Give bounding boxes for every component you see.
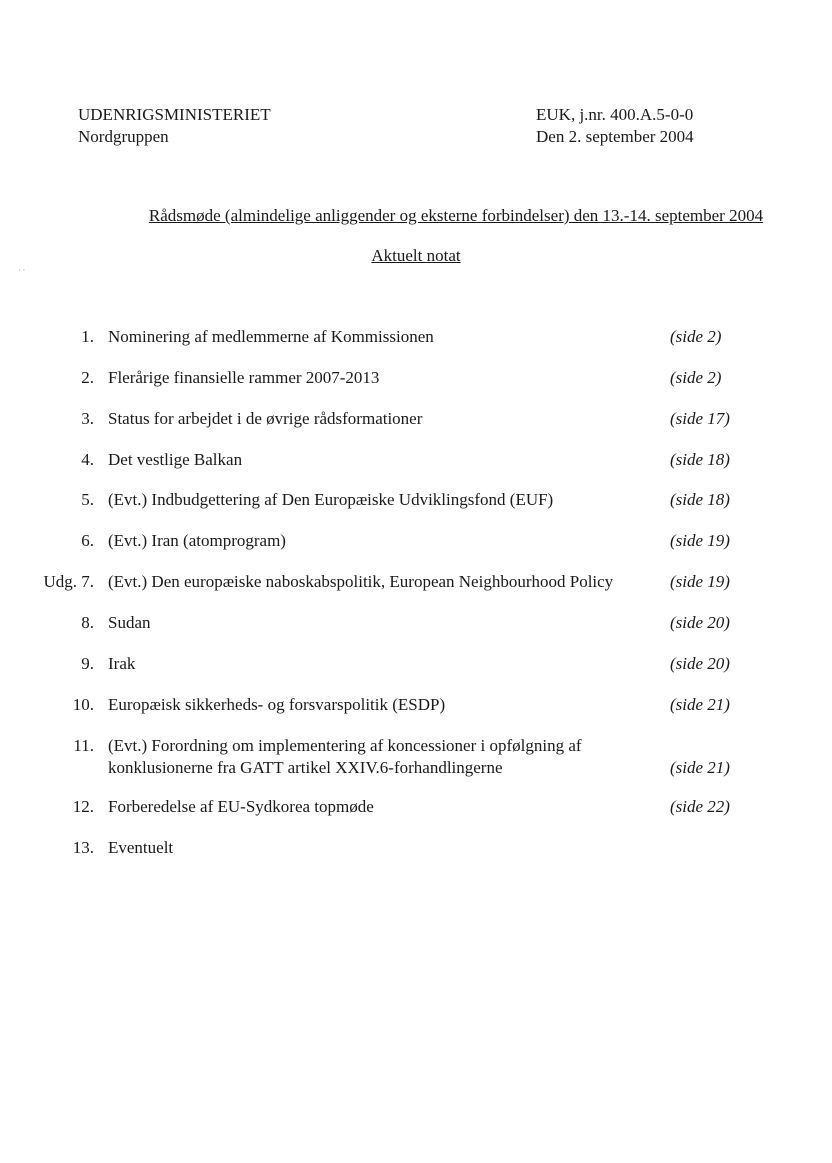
- agenda-item-page: (side 22): [670, 797, 730, 816]
- meeting-title: Rådsmøde (almindelige anliggender og eksterne forbindelser) den 13.-14. september 2004: [148, 206, 764, 225]
- agenda-item-number: 12.: [72, 797, 94, 816]
- agenda-item-text: Irak: [108, 654, 136, 673]
- ministry-name: UDENRIGSMINISTERIET: [78, 105, 271, 124]
- agenda-item-text-continued: konklusionerne fra GATT artikel XXIV.6-forhandlingerne: [108, 758, 503, 777]
- agenda-item-number: 1.: [81, 327, 94, 346]
- agenda-item-number: 13.: [72, 838, 94, 857]
- department-name: Nordgruppen: [78, 127, 169, 146]
- agenda-item-page: (side 19): [670, 572, 730, 591]
- agenda-item-number: 8.: [81, 613, 94, 632]
- agenda-item-number: 5.: [81, 490, 94, 509]
- agenda-item-number: 9.: [81, 654, 94, 673]
- agenda-item-page: (side 21): [670, 758, 730, 777]
- agenda-item-page: (side 19): [670, 531, 730, 550]
- agenda-item-page: (side 20): [670, 654, 730, 673]
- agenda-item-page: (side 20): [670, 613, 730, 632]
- header-right: [536, 104, 694, 148]
- agenda-item-page: (side 2): [670, 368, 722, 387]
- agenda-item-text: (Evt.) Indbudgettering af Den Europæiske Udviklingsfond (EUF): [108, 490, 554, 509]
- agenda-item-page: (side 18): [670, 450, 730, 469]
- agenda-item-text: (Evt.) Den europæiske naboskabspolitik, European Neighbourhood Policy: [108, 572, 614, 591]
- agenda-item-text: Eventuelt: [108, 838, 174, 857]
- agenda-item-number: 10.: [72, 695, 94, 714]
- agenda-item-number: 6.: [81, 531, 94, 550]
- agenda-item-text: Forberedelse af EU-Sydkorea topmøde: [108, 797, 374, 816]
- header-left: [78, 104, 271, 148]
- agenda-item-text: (Evt.) Forordning om implementering af koncessioner i opfølgning af: [108, 736, 582, 755]
- agenda-item-number: Udg. 7.: [43, 572, 94, 591]
- agenda-item-text: Det vestlige Balkan: [108, 450, 243, 469]
- agenda-item-number: 2.: [81, 368, 94, 387]
- agenda-item-number: 4.: [81, 450, 94, 469]
- agenda-item-text: Nominering af medlemmerne af Kommissionen: [108, 327, 434, 346]
- agenda-item-page: (side 18): [670, 490, 730, 509]
- agenda-item-text: Sudan: [108, 613, 151, 632]
- notat-title: Aktuelt notat: [371, 246, 461, 265]
- agenda-item-number: 11.: [73, 736, 94, 755]
- document-date: Den 2. september 2004: [536, 127, 694, 146]
- agenda-item-page: (side 21): [670, 695, 730, 714]
- agenda-item-page: (side 2): [670, 327, 722, 346]
- agenda-item-text: Europæisk sikkerheds- og forsvarspolitik (ESDP): [108, 695, 446, 714]
- scan-speck: · ·: [18, 266, 26, 275]
- agenda-item-text: Status for arbejdet i de øvrige rådsformationer: [108, 409, 423, 428]
- agenda-item-page: (side 17): [670, 409, 730, 428]
- agenda-item-text: (Evt.) Iran (atomprogram): [108, 531, 286, 550]
- agenda-item-text: Flerårige finansielle rammer 2007-2013: [108, 368, 380, 387]
- agenda-item-number: 3.: [81, 409, 94, 428]
- journal-number: EUK, j.nr. 400.A.5-0-0: [536, 105, 694, 124]
